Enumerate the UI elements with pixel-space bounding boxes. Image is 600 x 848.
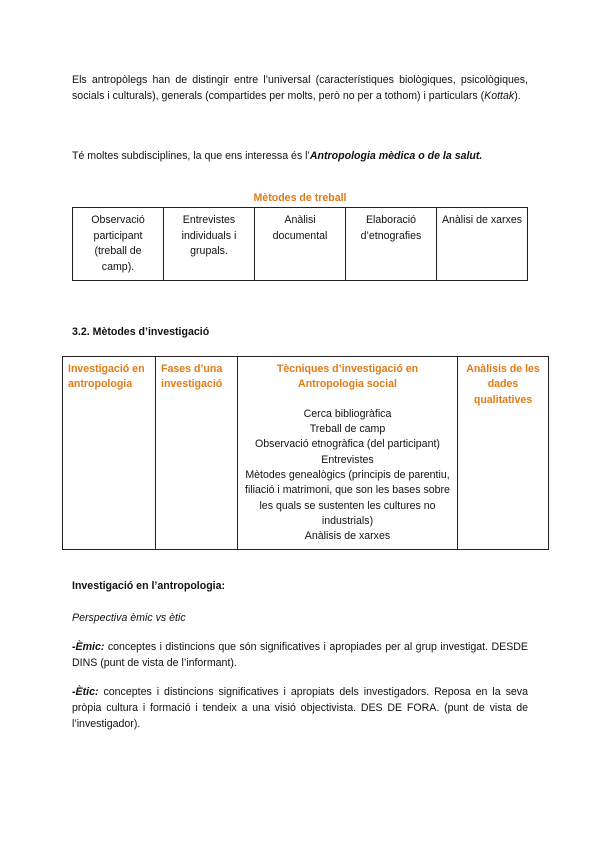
- header-phases: Fases d’una investigació: [156, 357, 238, 550]
- table-row: [73, 208, 528, 281]
- intro-paragraph: [72, 72, 528, 104]
- header-research: Investigació en antropologia: [63, 357, 156, 550]
- perspective-line: Perspectiva èmic vs ètic: [72, 612, 186, 624]
- research-heading: Investigació en l’antropologia:: [72, 580, 226, 592]
- methods-table: [72, 207, 528, 281]
- list-item: Cerca bibliogràfica: [303, 407, 392, 420]
- list-item: Treball de camp: [309, 423, 386, 436]
- etic-definition: conceptes i distincions significatives i apropiats dels investigadors. Reposa en la seva pròpia cultura i formació i tendeix a una visió objectivista. DES DE FORA. (punt de vista de l’investigador).: [72, 686, 528, 730]
- emic-term: -Èmic:: [72, 641, 105, 653]
- etic-paragraph: [72, 684, 528, 732]
- subdisciplines-text: Té moltes subdisciplines, la que ens interessa és l’: [72, 150, 310, 162]
- methods-cell-documental: Anàlisi documental: [255, 208, 346, 281]
- section-title: 3.2. Mètodes d’investigació: [72, 326, 210, 338]
- techniques-list: [243, 407, 452, 545]
- list-item: Anàlisis de xarxes: [304, 530, 391, 543]
- methods-cell-observation: Observació participant (treball de camp).: [73, 208, 164, 281]
- list-item: Mètodes genealògics (principis de parentiu, filiació i matrimoni, que son les bases sobre les quals se sustenten les cultures no industrials): [245, 469, 450, 527]
- list-item: Entrevistes: [321, 453, 374, 466]
- emic-paragraph: [72, 639, 528, 671]
- table-row: [63, 357, 549, 550]
- etic-term: -Ètic:: [72, 686, 99, 698]
- subdisciplines-emphasis: Antropologia mèdica o de la salut.: [309, 150, 483, 162]
- techniques-cell: [238, 357, 458, 550]
- list-item: Observació etnogràfica (del participant): [255, 438, 440, 451]
- header-qualitative: Anàlisis de les dades qualitatives: [458, 357, 549, 550]
- methods-table-caption: Mètodes de treball: [253, 192, 347, 204]
- intro-text: Els antropòlegs han de distingir entre l’universal (característiques biològiques, psicològiques, socials i culturals), generals (compartides per molts, però no per a tothom) i particulars (: [72, 74, 528, 102]
- header-techniques: Tècniques d’investigació en Antropologia social: [276, 363, 419, 391]
- intro-citation: Kottak: [484, 90, 515, 102]
- research-methods-table: [62, 356, 549, 550]
- subdisciplines-paragraph: [72, 148, 528, 164]
- emic-definition: conceptes i distincions que són significatives i apropiades per al grup investigat. DESDE DINS (punt de vista de l’informant).: [72, 641, 528, 669]
- intro-text-end: ).: [514, 90, 521, 102]
- methods-cell-ethnographies: Elaboració d’etnografies: [346, 208, 437, 281]
- methods-cell-interviews: Entrevistes individuals i grupals.: [164, 208, 255, 281]
- methods-cell-networks: Anàlisi de xarxes: [437, 208, 528, 281]
